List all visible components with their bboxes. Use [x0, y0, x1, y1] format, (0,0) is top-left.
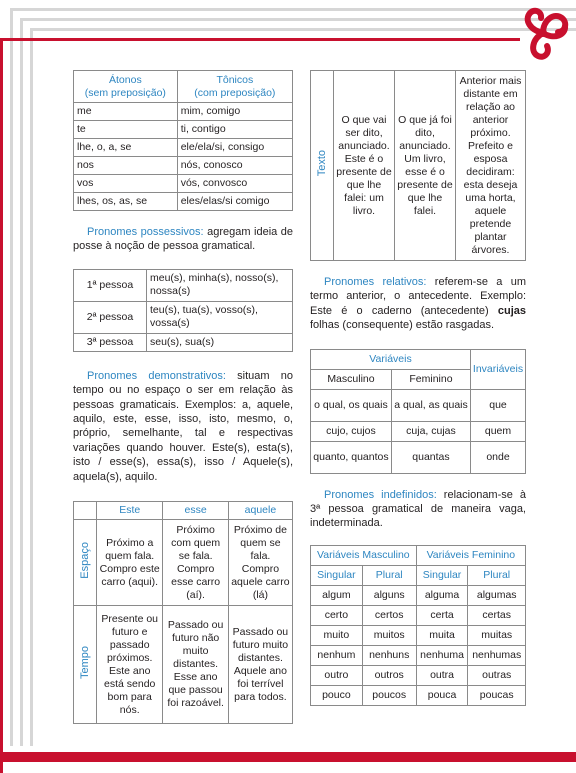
table-cell: pouca	[416, 685, 468, 705]
table-cell: teu(s), tua(s), vosso(s), vossa(s)	[147, 301, 293, 333]
table-cell: Próximo a quem fala. Compro este carro (aqui).	[97, 520, 163, 606]
table-cell: vos	[74, 175, 178, 193]
atonos-header: Átonos (sem preposição)	[74, 71, 178, 103]
table-cell: Anterior mais distante em relação ao anterior próximo. Prefeito e esposa decidiram: esta deseja uma horta, aquele pretende plantar árvores.	[456, 71, 526, 261]
table-cell: outro	[311, 665, 363, 685]
table-cell: quem	[471, 421, 526, 441]
red-border-top	[0, 38, 520, 41]
indefinidos-table	[310, 545, 526, 706]
relativos-term: Pronomes relativos:	[324, 276, 427, 288]
table-cell: outra	[416, 665, 468, 685]
table-cell: alguma	[416, 585, 468, 605]
table-cell: mim, comigo	[177, 103, 292, 121]
header-este: Este	[97, 502, 163, 520]
table-cell: quanto, quantos	[311, 441, 392, 473]
invariaveis-header: Invariáveis	[471, 349, 526, 389]
table-cell: 3ª pessoa	[74, 333, 147, 351]
table-cell: certos	[362, 605, 416, 625]
demonstrativos-table	[73, 501, 293, 724]
possessivos-term: Pronomes possessivos:	[87, 226, 204, 238]
table-cell: algumas	[468, 585, 526, 605]
relativos-table	[310, 349, 526, 474]
table-cell: muitas	[468, 625, 526, 645]
table-cell: alguns	[362, 585, 416, 605]
table-cell: Passado ou futuro muito distantes. Aquele ano foi terrível para todos.	[228, 606, 292, 724]
table-cell: 2ª pessoa	[74, 301, 147, 333]
table-cell: cujo, cujos	[311, 421, 392, 441]
sub-header: Singular	[416, 565, 468, 585]
table-cell: muita	[416, 625, 468, 645]
sub-header: Singular	[311, 565, 363, 585]
indefinidos-paragraph	[310, 488, 526, 531]
table-cell: outras	[468, 665, 526, 685]
table-cell: algum	[311, 585, 363, 605]
table-cell: nenhuns	[362, 645, 416, 665]
table-cell: nós, conosco	[177, 157, 292, 175]
table-cell: nenhum	[311, 645, 363, 665]
frame-line-top-3	[30, 28, 576, 31]
frame-line-left-1	[10, 8, 13, 746]
table-cell: que	[471, 389, 526, 421]
table-cell: nenhuma	[416, 645, 468, 665]
table-cell: certa	[416, 605, 468, 625]
red-border-left	[0, 38, 3, 773]
table-cell: muitos	[362, 625, 416, 645]
table-cell: Próximo de quem se fala. Compro aquele carro (lá)	[228, 520, 292, 606]
relativos-text-b: folhas (consequente) estão rasgadas.	[310, 319, 495, 332]
possessivos-text: agregam ideia de posse à noção de pessoa gramatical.	[73, 226, 293, 253]
texto-table	[310, 70, 526, 261]
table-cell: a qual, as quais	[391, 389, 470, 421]
table-cell: cuja, cujas	[391, 421, 470, 441]
table-cell: Presente ou futuro e passado próximos. Este ano está sendo bom para nós.	[97, 606, 163, 724]
table-cell: seu(s), sua(s)	[147, 333, 293, 351]
sub-header: Plural	[468, 565, 526, 585]
table-cell: muito	[311, 625, 363, 645]
sub-header: Plural	[362, 565, 416, 585]
relativos-bold: cujas	[497, 304, 526, 317]
demonstrativos-paragraph	[73, 369, 293, 484]
possessivos-table	[73, 269, 293, 352]
left-column	[73, 70, 293, 724]
table-cell: ti, contigo	[177, 121, 292, 139]
table-cell: me	[74, 103, 178, 121]
table-cell: Passado ou futuro não muito distantes. Esse ano que passou foi razoável.	[163, 606, 228, 724]
frame-line-top-1	[10, 8, 576, 11]
frame-line-left-3	[30, 28, 33, 746]
demonstrativos-term: Pronomes demonstrativos:	[87, 369, 226, 382]
table-cell: certas	[468, 605, 526, 625]
espaco-label: Espaço	[78, 542, 91, 579]
group-masculino-header: Variáveis Masculino	[311, 545, 417, 565]
tempo-label: Tempo	[78, 646, 91, 680]
atonos-tonicos-table	[73, 70, 293, 211]
indefinidos-text: relacionam-se à 3ª pessoa gramatical de maneira vaga, indeterminada.	[310, 488, 526, 530]
relativos-paragraph	[310, 275, 526, 333]
variaveis-header: Variáveis	[311, 349, 471, 369]
tonicos-header: Tônicos (com preposição)	[177, 71, 292, 103]
header-esse: esse	[163, 502, 228, 520]
group-feminino-header: Variáveis Feminino	[416, 545, 525, 565]
table-cell: O que já foi dito, anunciado. Um livro, esse é o presente de que lhe falei.	[395, 71, 456, 261]
triskelion-icon	[510, 0, 576, 66]
table-cell: lhes, os, as, se	[74, 193, 178, 211]
frame-line-left-2	[20, 18, 23, 746]
table-cell: vós, convosco	[177, 175, 292, 193]
red-border-bottom	[0, 752, 576, 762]
table-cell: eles/elas/si comigo	[177, 193, 292, 211]
indefinidos-term: Pronomes indefinidos:	[324, 488, 437, 501]
feminino-header: Feminino	[391, 369, 470, 389]
table-cell: te	[74, 121, 178, 139]
demonstrativos-text: situam no tempo ou no espaço o ser em relação às pessoas gramaticais. Exemplos: a, aquele, aquilo, este, esse, isso, isto, mesmo, o, próprio, semelhante, tal e respectivas variações quando houver. Este(s), esta(s), isto / esse(s), essa(s), isso / Aquele(s), aquela(s), aquilo.	[73, 369, 294, 483]
table-cell: nenhumas	[468, 645, 526, 665]
right-column	[310, 70, 526, 706]
table-cell: 1ª pessoa	[74, 269, 147, 301]
table-cell: o qual, os quais	[311, 389, 392, 421]
table-cell: pouco	[311, 685, 363, 705]
frame-line-top-2	[20, 18, 576, 21]
possessivos-paragraph	[73, 225, 293, 254]
table-cell: onde	[471, 441, 526, 473]
table-cell: certo	[311, 605, 363, 625]
table-cell: outros	[362, 665, 416, 685]
table-cell: poucos	[362, 685, 416, 705]
table-cell: poucas	[468, 685, 526, 705]
table-cell: Próximo com quem se fala. Compro esse carro (aí).	[163, 520, 228, 606]
table-cell: ele/ela/si, consigo	[177, 139, 292, 157]
header-aquele: aquele	[228, 502, 292, 520]
relativos-text-a: referem-se a um termo anterior, o antecedente. Exemplo: Este é o caderno (antecedente)	[310, 276, 526, 317]
masculino-header: Masculino	[311, 369, 392, 389]
texto-label: Texto	[315, 150, 328, 177]
table-cell: O que vai ser dito, anunciado. Este é o presente de que lhe falei: um livro.	[334, 71, 395, 261]
table-cell: quantas	[391, 441, 470, 473]
table-cell: lhe, o, a, se	[74, 139, 178, 157]
table-cell: nos	[74, 157, 178, 175]
table-cell: meu(s), minha(s), nosso(s), nossa(s)	[147, 269, 293, 301]
